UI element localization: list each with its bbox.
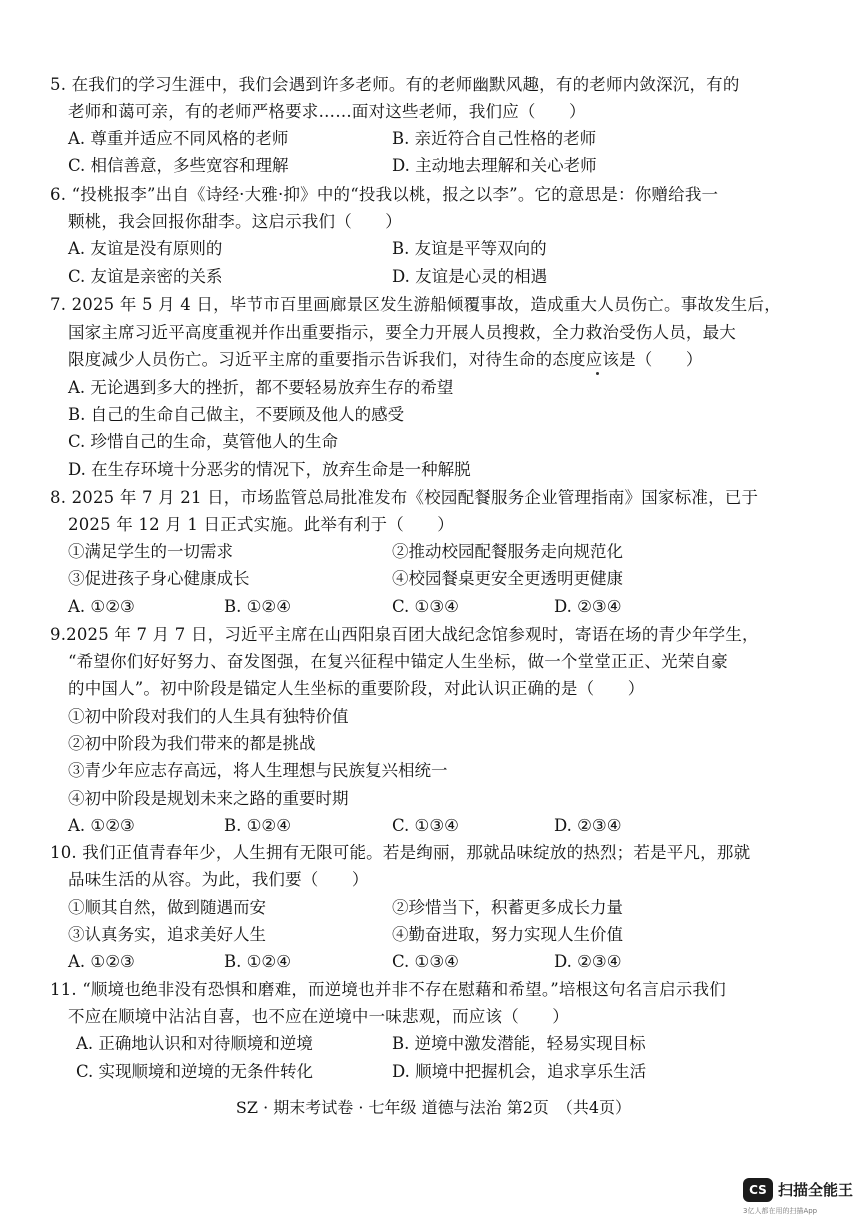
q8-option-c: C. ①③④ (392, 597, 459, 616)
question-11-line-1: 11. “顺境也绝非没有恐惧和磨难，而逆境也并非不存在慰藉和希望。”培根这句名言启示我们 (50, 980, 726, 999)
q8-statement-4: ④校园餐桌更安全更透明更健康 (392, 569, 623, 588)
q9-statement-1: ①初中阶段对我们的人生具有独特价值 (68, 707, 349, 726)
q9-option-d: D. ②③④ (554, 816, 622, 835)
q9-option-c: C. ①③④ (392, 816, 459, 835)
q10-option-c: C. ①③④ (392, 952, 459, 971)
q10-statement-3: ③认真务实，追求美好人生 (68, 925, 266, 944)
q6-option-d: D. 友谊是心灵的相遇 (392, 267, 548, 286)
question-11-line-2: 不应在顺境中沾沾自喜，也不应在逆境中一味悲观，而应该（ ） (68, 1007, 569, 1026)
question-7-line-2: 国家主席习近平高度重视并作出重要指示，要全力开展人员搜救，全力救治受伤人员，最大 (68, 323, 736, 342)
question-8-line-2: 2025 年 12 月 1 日正式实施。此举有利于（ ） (68, 515, 455, 534)
q11-option-a: A. 正确地认识和对待顺境和逆境 (76, 1034, 313, 1053)
q7-option-b: B. 自己的生命自己做主，不要顾及他人的感受 (68, 405, 405, 424)
q9-statement-2: ②初中阶段为我们带来的都是挑战 (68, 734, 316, 753)
q5-option-a: A. 尊重并适应不同风格的老师 (68, 129, 289, 148)
q11-option-d: D. 顺境中把握机会，追求享乐生活 (392, 1062, 647, 1081)
cs-logo-icon: CS (743, 1178, 773, 1202)
q5-option-b: B. 亲近符合自己性格的老师 (392, 129, 597, 148)
question-5-line-2: 老师和蔼可亲，有的老师严格要求……面对这些老师，我们应（ ） (68, 102, 586, 121)
q6-option-c: C. 友谊是亲密的关系 (68, 267, 223, 286)
question-6-line-1: 6. “投桃报李”出自《诗经·大雅·抑》中的“投我以桃，报之以李”。它的意思是：你赠给我一 (50, 185, 719, 204)
q7-option-d: D. 在生存环境十分恶劣的情况下，放弃生命是一种解脱 (68, 460, 471, 479)
q8-option-d: D. ②③④ (554, 597, 622, 616)
scan-speck (596, 372, 599, 375)
q10-option-b: B. ①②④ (224, 952, 291, 971)
question-9-line-1: 9.2025 年 7 月 7 日，习近平主席在山西阳泉百团大战纪念馆参观时，寄语在场的青少年学生， (50, 625, 759, 644)
watermark-app-name: 扫描全能王 (778, 1181, 854, 1199)
q11-option-c: C. 实现顺境和逆境的无条件转化 (76, 1062, 314, 1081)
q5-option-d: D. 主动地去理解和关心老师 (392, 156, 597, 175)
scanner-watermark (743, 1176, 853, 1218)
question-9-line-2: “希望你们好好努力、奋发图强，在复兴征程中锚定人生坐标，做一个堂堂正正、光荣自豪 (68, 652, 728, 671)
q9-statement-3: ③青少年应志存高远，将人生理想与民族复兴相统一 (68, 761, 448, 780)
q9-option-a: A. ①②③ (68, 816, 135, 835)
q8-option-a: A. ①②③ (68, 597, 135, 616)
question-10-line-2: 品味生活的从容。为此，我们要（ ） (68, 870, 369, 889)
q6-option-a: A. 友谊是没有原则的 (68, 239, 223, 258)
q9-statement-4: ④初中阶段是规划未来之路的重要时期 (68, 789, 349, 808)
q8-option-b: B. ①②④ (224, 597, 291, 616)
q5-option-c: C. 相信善意，多些宽容和理解 (68, 156, 289, 175)
question-7-line-3: 限度减少人员伤亡。习近平主席的重要指示告诉我们，对待生命的态度应该是（ ） (68, 350, 703, 369)
q10-statement-1: ①顺其自然，做到随遇而安 (68, 898, 266, 917)
question-7-line-1: 7. 2025 年 5 月 4 日，毕节市百里画廊景区发生游船倾覆事故，造成重大人员伤亡。事故发生后， (50, 295, 781, 314)
q6-option-b: B. 友谊是平等双向的 (392, 239, 547, 258)
q8-statement-1: ①满足学生的一切需求 (68, 542, 233, 561)
q7-option-c: C. 珍惜自己的生命，莫管他人的生命 (68, 432, 339, 451)
q8-statement-2: ②推动校园配餐服务走向规范化 (392, 542, 623, 561)
q11-option-b: B. 逆境中激发潜能，轻易实现目标 (392, 1034, 646, 1053)
q10-statement-4: ④勤奋进取，努力实现人生价值 (392, 925, 623, 944)
question-5-line-1: 5. 在我们的学习生涯中，我们会遇到许多老师。有的老师幽默风趣，有的老师内敛深沉，有的 (50, 75, 740, 94)
question-9-line-3: 的中国人”。初中阶段是锚定人生坐标的重要阶段，对此认识正确的是（ ） (68, 679, 645, 698)
q9-option-b: B. ①②④ (224, 816, 291, 835)
question-10-line-1: 10. 我们正值青春年少，人生拥有无限可能。若是绚丽，那就品味绽放的热烈；若是平凡，那就 (50, 843, 751, 862)
question-8-line-1: 8. 2025 年 7 月 21 日，市场监管总局批准发布《校园配餐服务企业管理指南》国家标准，已于 (50, 488, 759, 507)
watermark-tagline: 3亿人都在用的扫描App (743, 1207, 818, 1215)
q8-statement-3: ③促进孩子身心健康成长 (68, 569, 250, 588)
q7-option-a: A. 无论遇到多大的挫折，都不要轻易放弃生存的希望 (68, 378, 454, 397)
q10-option-a: A. ①②③ (68, 952, 135, 971)
page-footer: SZ · 期末考试卷 · 七年级 道德与法治 第2页 （共4页） (235, 1098, 632, 1117)
q10-option-d: D. ②③④ (554, 952, 622, 971)
q10-statement-2: ②珍惜当下，积蓄更多成长力量 (392, 898, 623, 917)
question-6-line-2: 颗桃，我会回报你甜李。这启示我们（ ） (68, 212, 402, 231)
